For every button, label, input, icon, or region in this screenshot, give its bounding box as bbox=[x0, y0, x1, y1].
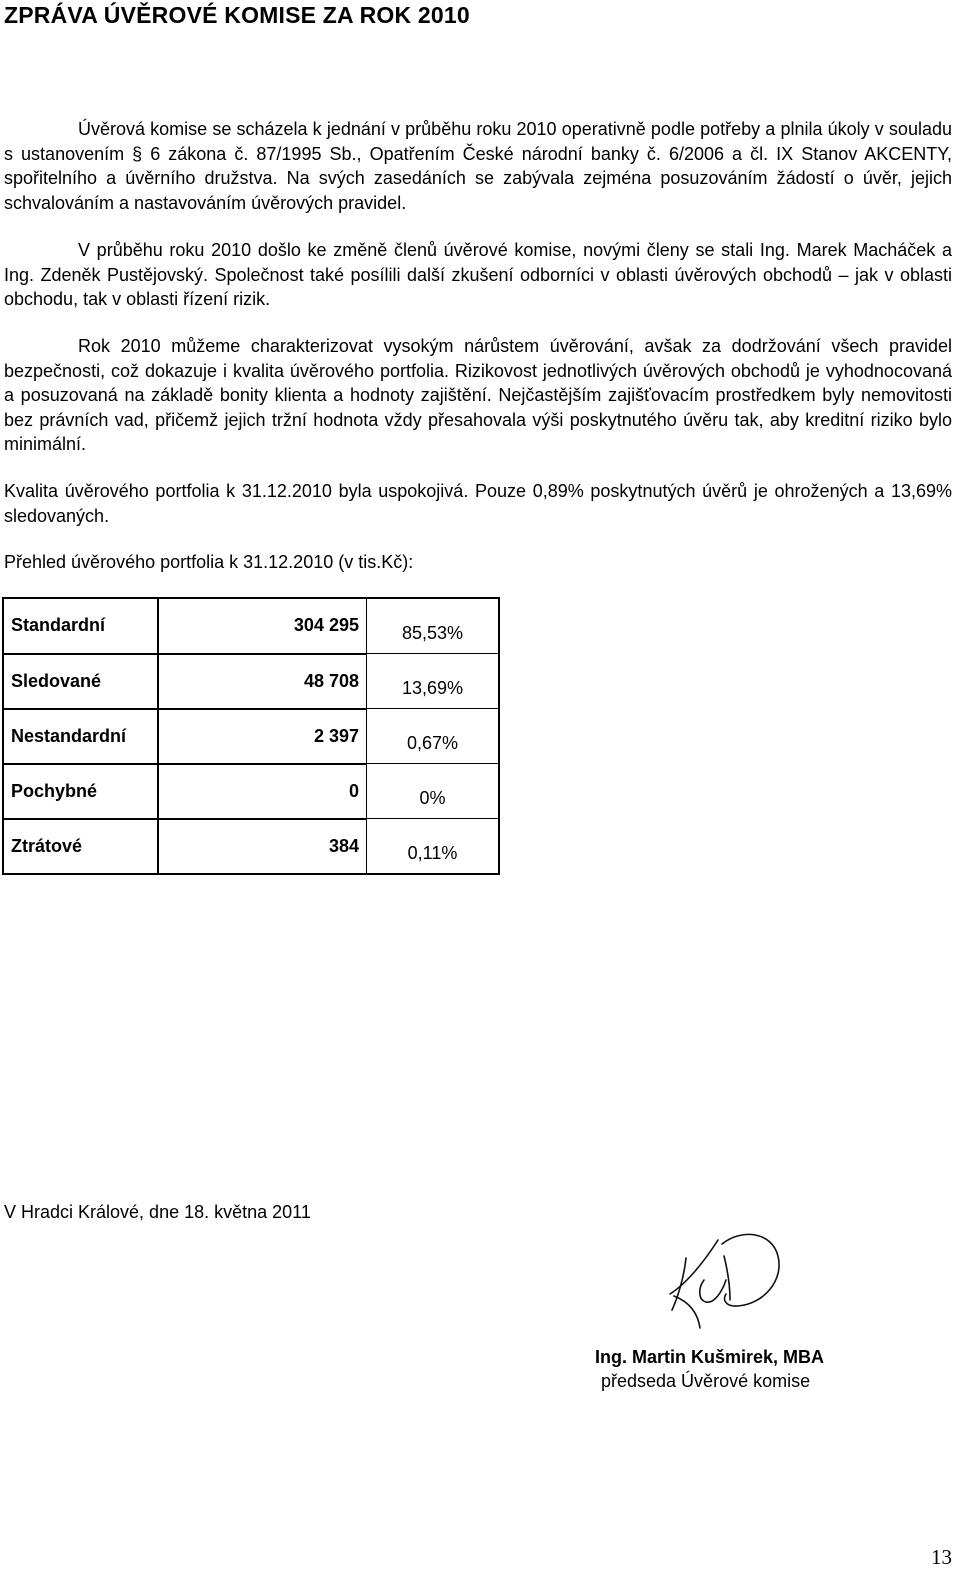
amount-cell: 2 397 bbox=[158, 709, 367, 764]
handwritten-signature bbox=[664, 1222, 784, 1332]
amount-cell: 304 295 bbox=[158, 598, 367, 654]
page-number: 13 bbox=[931, 1545, 952, 1569]
signatory-name: Ing. Martin Kušmirek, MBA bbox=[595, 1347, 825, 1367]
table-row bbox=[3, 764, 499, 819]
table-row bbox=[3, 709, 499, 764]
category-cell: Pochybné bbox=[3, 764, 158, 819]
portfolio-table-caption: Přehled úvěrového portfolia k 31.12.2010 (v tis.Kč): bbox=[4, 552, 414, 572]
amount-cell: 384 bbox=[158, 819, 367, 875]
paragraph-portfolio-quality: Kvalita úvěrového portfolia k 31.12.2010 byla uspokojivá. Pouze 0,89% poskytnutých úvěrů je ohrožených a 13,69% sledovaných. bbox=[4, 481, 952, 526]
share-cell: 0,67% bbox=[367, 709, 500, 764]
document-title: ZPRÁVA ÚVĚROVÉ KOMISE ZA ROK 2010 bbox=[4, 2, 470, 28]
category-cell: Standardní bbox=[3, 598, 158, 654]
share-cell: 0,11% bbox=[367, 819, 500, 875]
paragraph-member-changes: V průběhu roku 2010 došlo ke změně členů úvěrové komise, novými členy se stali Ing. Marek Macháček a Ing. Zdeněk Pustějovský. Společnost také posílili další zkušení odborníci v oblasti úvěrových obchodů – jak v oblasti obchodu, tak v oblasti řízení rizik. bbox=[4, 240, 952, 309]
place-and-date: V Hradci Králové, dne 18. května 2011 bbox=[4, 1202, 311, 1222]
category-cell: Sledované bbox=[3, 654, 158, 709]
table-row bbox=[3, 819, 499, 875]
signatory-role: předseda Úvěrové komise bbox=[601, 1371, 811, 1391]
amount-cell: 48 708 bbox=[158, 654, 367, 709]
share-cell: 85,53% bbox=[367, 598, 500, 654]
table-row bbox=[3, 654, 499, 709]
portfolio-table bbox=[2, 597, 500, 875]
share-cell: 0% bbox=[367, 764, 500, 819]
paragraph-lending-growth: Rok 2010 můžeme charakterizovat vysokým nárůstem úvěrování, avšak za dodržování všech pravidel bezpečnosti, což dokazuje i kvalita úvěrového portfolia. Rizikovost jednotlivých úvěrových obchodů je vyhodnocovaná a posuzovaná na základě bonity klienta a hodnoty zajištění. Nejčastějším zajišťovacím prostředkem byly nemovitosti bez právních vad, přičemž jejich tržní hodnota vždy přesahovala výši poskytnutého úvěru tak, aby kreditní riziko bylo minimální. bbox=[4, 336, 952, 454]
paragraph-committee-meetings: Úvěrová komise se scházela k jednání v průběhu roku 2010 operativně podle potřeby a plnila úkoly v souladu s ustanovením § 6 zákona č. 87/1995 Sb., Opatřením České národní banky č. 6/2006 a čl. IX Stanov AKCENTY, spořitelního a úvěrního družstva. Na svých zasedáních se zabývala zejména posuzováním žádostí o úvěr, jejich schvalováním a nastavováním úvěrových pravidel. bbox=[4, 119, 952, 213]
category-cell: Ztrátové bbox=[3, 819, 158, 875]
amount-cell: 0 bbox=[158, 764, 367, 819]
category-cell: Nestandardní bbox=[3, 709, 158, 764]
share-cell: 13,69% bbox=[367, 654, 500, 709]
table-row bbox=[3, 598, 499, 654]
